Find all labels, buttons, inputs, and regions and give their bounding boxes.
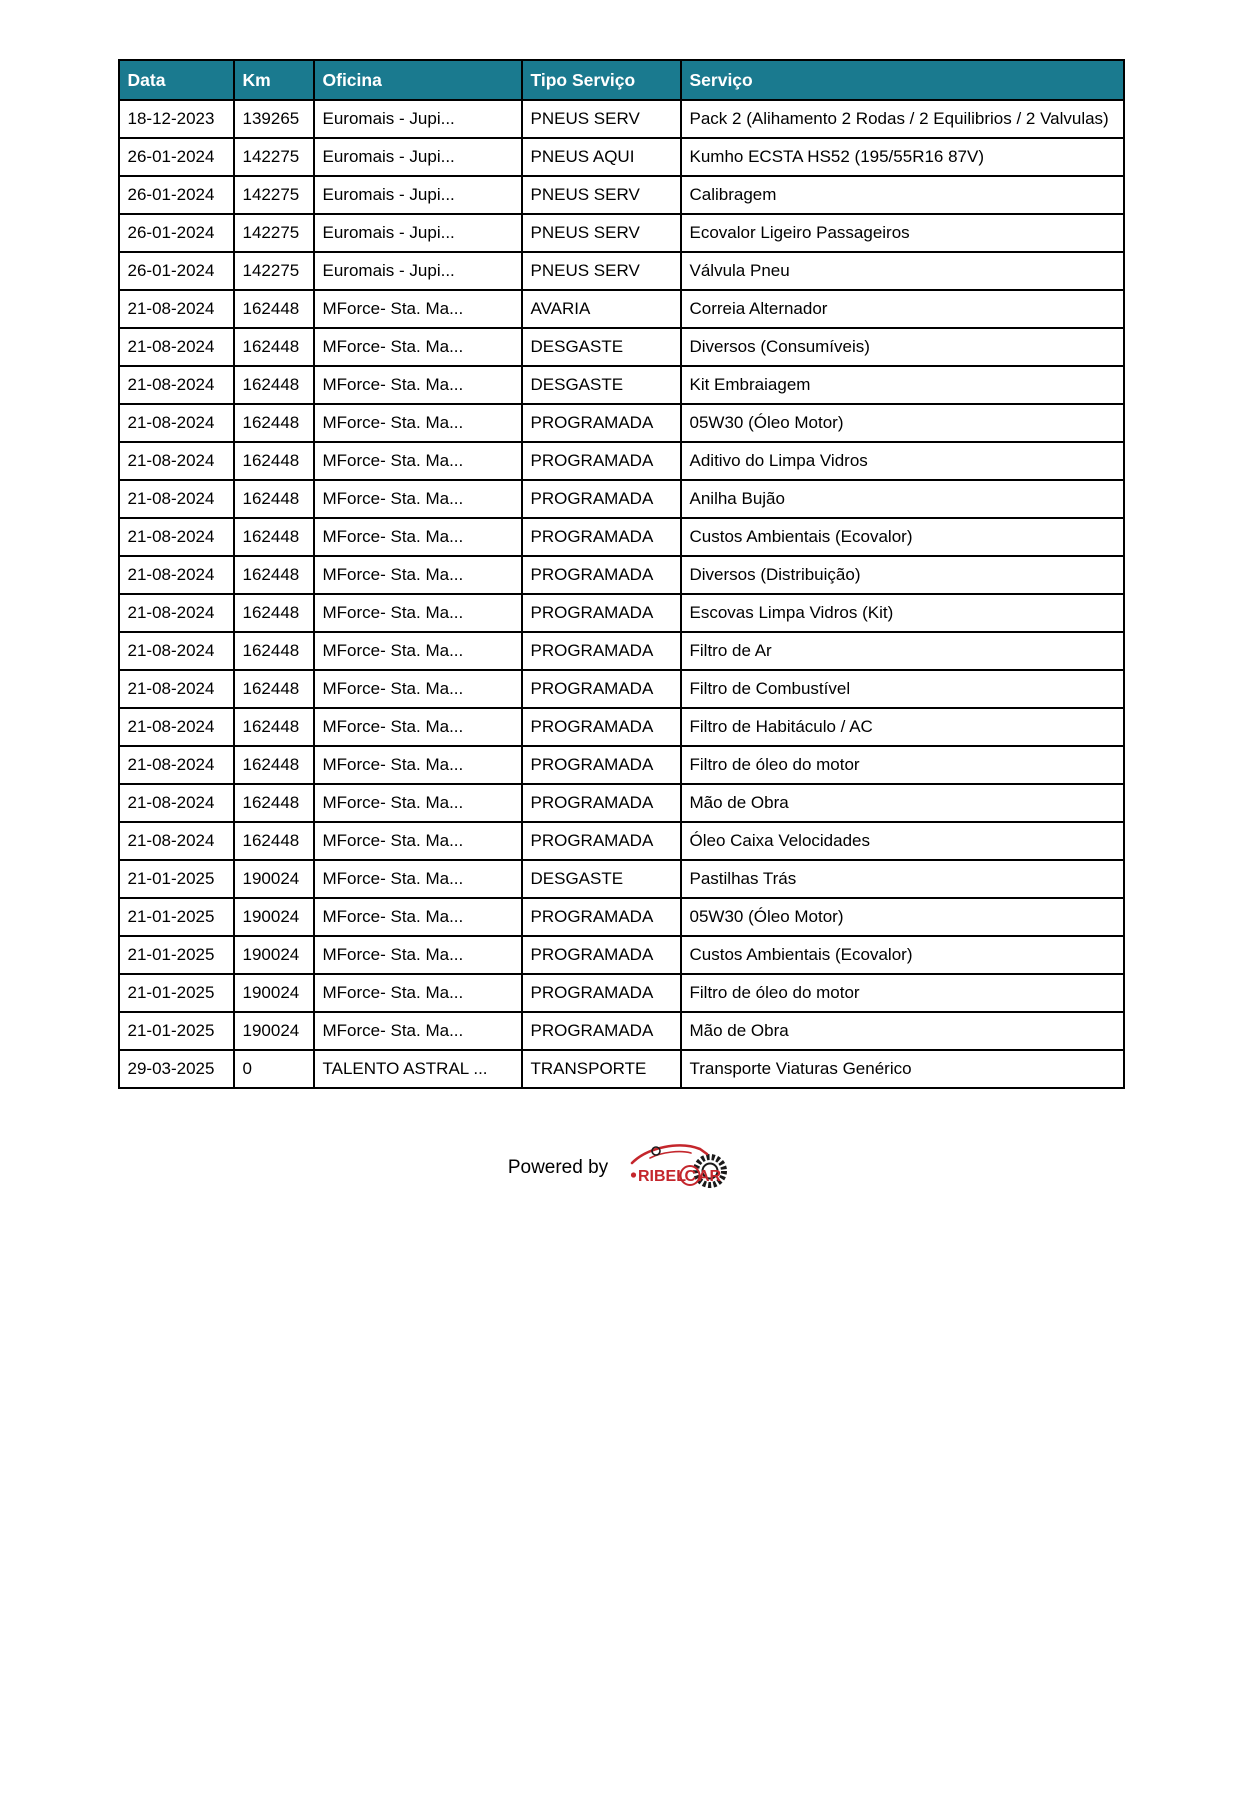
logo-text-c: C [684, 1168, 697, 1185]
cell-servico: Mão de Obra [681, 1012, 1124, 1050]
cell-km: 190024 [234, 974, 314, 1012]
service-history-page [118, 59, 1123, 1198]
cell-tipo: PROGRAMADA [522, 632, 681, 670]
cell-oficina: MForce- Sta. Ma... [314, 708, 522, 746]
cell-tipo: PNEUS SERV [522, 100, 681, 138]
cell-km: 162448 [234, 784, 314, 822]
cell-servico: Kit Embraiagem [681, 366, 1124, 404]
table-row [119, 366, 1124, 404]
cell-servico: Pack 2 (Alihamento 2 Rodas / 2 Equilibrios / 2 Valvulas) [681, 100, 1124, 138]
cell-tipo: DESGASTE [522, 860, 681, 898]
column-header-servico: Serviço [681, 60, 1124, 100]
cell-tipo: PROGRAMADA [522, 746, 681, 784]
cell-tipo: PROGRAMADA [522, 784, 681, 822]
cell-tipo: PROGRAMADA [522, 404, 681, 442]
cell-data: 21-08-2024 [119, 670, 234, 708]
table-row [119, 670, 1124, 708]
table-row [119, 594, 1124, 632]
powered-by-label: Powered by [507, 1156, 609, 1178]
cell-servico: Custos Ambientais (Ecovalor) [681, 518, 1124, 556]
cell-data: 21-01-2025 [119, 936, 234, 974]
table-row [119, 290, 1124, 328]
cell-km: 162448 [234, 708, 314, 746]
column-header-tipo: Tipo Serviço [522, 60, 681, 100]
table-row [119, 746, 1124, 784]
cell-km: 162448 [234, 442, 314, 480]
cell-servico: Filtro de Habitáculo / AC [681, 708, 1124, 746]
table-row [119, 556, 1124, 594]
cell-data: 26-01-2024 [119, 252, 234, 290]
cell-tipo: PNEUS AQUI [522, 138, 681, 176]
cell-servico: Filtro de Ar [681, 632, 1124, 670]
cell-data: 21-08-2024 [119, 822, 234, 860]
cell-data: 21-08-2024 [119, 366, 234, 404]
cell-km: 0 [234, 1050, 314, 1088]
cell-data: 21-08-2024 [119, 556, 234, 594]
table-body [119, 100, 1124, 1088]
cell-servico: Transporte Viaturas Genérico [681, 1050, 1124, 1088]
cell-km: 190024 [234, 936, 314, 974]
cell-oficina: MForce- Sta. Ma... [314, 860, 522, 898]
cell-servico: Filtro de Combustível [681, 670, 1124, 708]
cell-servico: Aditivo do Limpa Vidros [681, 442, 1124, 480]
cell-servico: Filtro de óleo do motor [681, 974, 1124, 1012]
cell-data: 21-01-2025 [119, 1012, 234, 1050]
cell-tipo: DESGASTE [522, 328, 681, 366]
table-row [119, 518, 1124, 556]
cell-tipo: DESGASTE [522, 366, 681, 404]
cell-tipo: PROGRAMADA [522, 556, 681, 594]
table-row [119, 138, 1124, 176]
cell-km: 162448 [234, 632, 314, 670]
cell-data: 21-08-2024 [119, 480, 234, 518]
cell-km: 162448 [234, 366, 314, 404]
cell-km: 162448 [234, 556, 314, 594]
cell-tipo: PNEUS SERV [522, 176, 681, 214]
cell-servico: Óleo Caixa Velocidades [681, 822, 1124, 860]
table-row [119, 328, 1124, 366]
cell-servico: Filtro de óleo do motor [681, 746, 1124, 784]
cell-servico: 05W30 (Óleo Motor) [681, 898, 1124, 936]
cell-data: 21-01-2025 [119, 860, 234, 898]
cell-tipo: PNEUS SERV [522, 214, 681, 252]
cell-km: 190024 [234, 898, 314, 936]
table-row [119, 1012, 1124, 1050]
cell-tipo: PROGRAMADA [522, 898, 681, 936]
cell-oficina: MForce- Sta. Ma... [314, 632, 522, 670]
cell-data: 21-08-2024 [119, 708, 234, 746]
cell-tipo: TRANSPORTE [522, 1050, 681, 1088]
cell-servico: Escovas Limpa Vidros (Kit) [681, 594, 1124, 632]
cell-servico: Válvula Pneu [681, 252, 1124, 290]
cell-oficina: Euromais - Jupi... [314, 252, 522, 290]
cell-oficina: MForce- Sta. Ma... [314, 822, 522, 860]
table-row [119, 974, 1124, 1012]
cell-servico: Custos Ambientais (Ecovalor) [681, 936, 1124, 974]
cell-oficina: MForce- Sta. Ma... [314, 784, 522, 822]
cell-tipo: AVARIA [522, 290, 681, 328]
service-history-table [118, 59, 1125, 1089]
cell-data: 29-03-2025 [119, 1050, 234, 1088]
cell-servico: Diversos (Distribuição) [681, 556, 1124, 594]
cell-data: 21-08-2024 [119, 784, 234, 822]
table-row [119, 176, 1124, 214]
cell-oficina: MForce- Sta. Ma... [314, 404, 522, 442]
column-header-oficina: Oficina [314, 60, 522, 100]
cell-oficina: MForce- Sta. Ma... [314, 328, 522, 366]
cell-data: 26-01-2024 [119, 214, 234, 252]
cell-km: 142275 [234, 176, 314, 214]
cell-km: 162448 [234, 518, 314, 556]
table-row [119, 936, 1124, 974]
logo-text-ar: AR [698, 1168, 722, 1185]
cell-servico: Ecovalor Ligeiro Passageiros [681, 214, 1124, 252]
cell-tipo: PROGRAMADA [522, 822, 681, 860]
cell-oficina: MForce- Sta. Ma... [314, 1012, 522, 1050]
cell-tipo: PROGRAMADA [522, 442, 681, 480]
cell-oficina: MForce- Sta. Ma... [314, 480, 522, 518]
table-row [119, 100, 1124, 138]
table-row [119, 480, 1124, 518]
cell-oficina: MForce- Sta. Ma... [314, 518, 522, 556]
cell-oficina: MForce- Sta. Ma... [314, 746, 522, 784]
cell-km: 190024 [234, 860, 314, 898]
cell-oficina: Euromais - Jupi... [314, 138, 522, 176]
car-silhouette-icon [632, 1145, 707, 1163]
cell-km: 190024 [234, 1012, 314, 1050]
cell-data: 21-08-2024 [119, 594, 234, 632]
cell-oficina: MForce- Sta. Ma... [314, 556, 522, 594]
cell-oficina: Euromais - Jupi... [314, 176, 522, 214]
cell-tipo: PROGRAMADA [522, 936, 681, 974]
cell-oficina: MForce- Sta. Ma... [314, 974, 522, 1012]
cell-km: 162448 [234, 746, 314, 784]
cell-data: 21-08-2024 [119, 328, 234, 366]
cell-km: 162448 [234, 404, 314, 442]
cell-servico: Anilha Bujão [681, 480, 1124, 518]
cell-data: 26-01-2024 [119, 176, 234, 214]
table-row [119, 898, 1124, 936]
cell-servico: Diversos (Consumíveis) [681, 328, 1124, 366]
table-row [119, 404, 1124, 442]
cell-oficina: MForce- Sta. Ma... [314, 936, 522, 974]
table-row [119, 214, 1124, 252]
cell-km: 139265 [234, 100, 314, 138]
cell-oficina: MForce- Sta. Ma... [314, 670, 522, 708]
column-header-data: Data [119, 60, 234, 100]
cell-data: 26-01-2024 [119, 138, 234, 176]
cell-data: 18-12-2023 [119, 100, 234, 138]
ribelcar-logo-icon [628, 1137, 732, 1198]
cell-km: 162448 [234, 328, 314, 366]
cell-data: 21-08-2024 [119, 290, 234, 328]
table-row [119, 822, 1124, 860]
table-row [119, 632, 1124, 670]
table-row [119, 442, 1124, 480]
cell-oficina: TALENTO ASTRAL ... [314, 1050, 522, 1088]
cell-oficina: MForce- Sta. Ma... [314, 898, 522, 936]
cell-tipo: PROGRAMADA [522, 518, 681, 556]
column-header-km: Km [234, 60, 314, 100]
table-row [119, 252, 1124, 290]
cell-oficina: Euromais - Jupi... [314, 214, 522, 252]
cell-oficina: MForce- Sta. Ma... [314, 290, 522, 328]
table-row [119, 1050, 1124, 1088]
footer [118, 1137, 1123, 1198]
cell-data: 21-08-2024 [119, 518, 234, 556]
cell-servico: Calibragem [681, 176, 1124, 214]
cell-tipo: PROGRAMADA [522, 974, 681, 1012]
header-row [119, 60, 1124, 100]
cell-oficina: Euromais - Jupi... [314, 100, 522, 138]
cell-oficina: MForce- Sta. Ma... [314, 366, 522, 404]
cell-servico: Mão de Obra [681, 784, 1124, 822]
cell-tipo: PROGRAMADA [522, 670, 681, 708]
cell-km: 162448 [234, 594, 314, 632]
cell-data: 21-08-2024 [119, 442, 234, 480]
cell-data: 21-08-2024 [119, 404, 234, 442]
cell-km: 142275 [234, 138, 314, 176]
cell-km: 142275 [234, 214, 314, 252]
cell-tipo: PNEUS SERV [522, 252, 681, 290]
cell-data: 21-01-2025 [119, 974, 234, 1012]
cell-data: 21-01-2025 [119, 898, 234, 936]
cell-servico: Correia Alternador [681, 290, 1124, 328]
cell-servico: Kumho ECSTA HS52 (195/55R16 87V) [681, 138, 1124, 176]
cell-tipo: PROGRAMADA [522, 594, 681, 632]
cell-data: 21-08-2024 [119, 746, 234, 784]
table-row [119, 708, 1124, 746]
cell-km: 162448 [234, 480, 314, 518]
cell-tipo: PROGRAMADA [522, 1012, 681, 1050]
table-row [119, 784, 1124, 822]
cell-oficina: MForce- Sta. Ma... [314, 442, 522, 480]
cell-km: 162448 [234, 290, 314, 328]
table-row [119, 860, 1124, 898]
cell-servico: Pastilhas Trás [681, 860, 1124, 898]
cell-km: 162448 [234, 670, 314, 708]
logo-text-ribel: RIBEL [638, 1168, 687, 1185]
cell-tipo: PROGRAMADA [522, 480, 681, 518]
cell-data: 21-08-2024 [119, 632, 234, 670]
cell-servico: 05W30 (Óleo Motor) [681, 404, 1124, 442]
cell-km: 142275 [234, 252, 314, 290]
cell-tipo: PROGRAMADA [522, 708, 681, 746]
cell-km: 162448 [234, 822, 314, 860]
cell-oficina: MForce- Sta. Ma... [314, 594, 522, 632]
